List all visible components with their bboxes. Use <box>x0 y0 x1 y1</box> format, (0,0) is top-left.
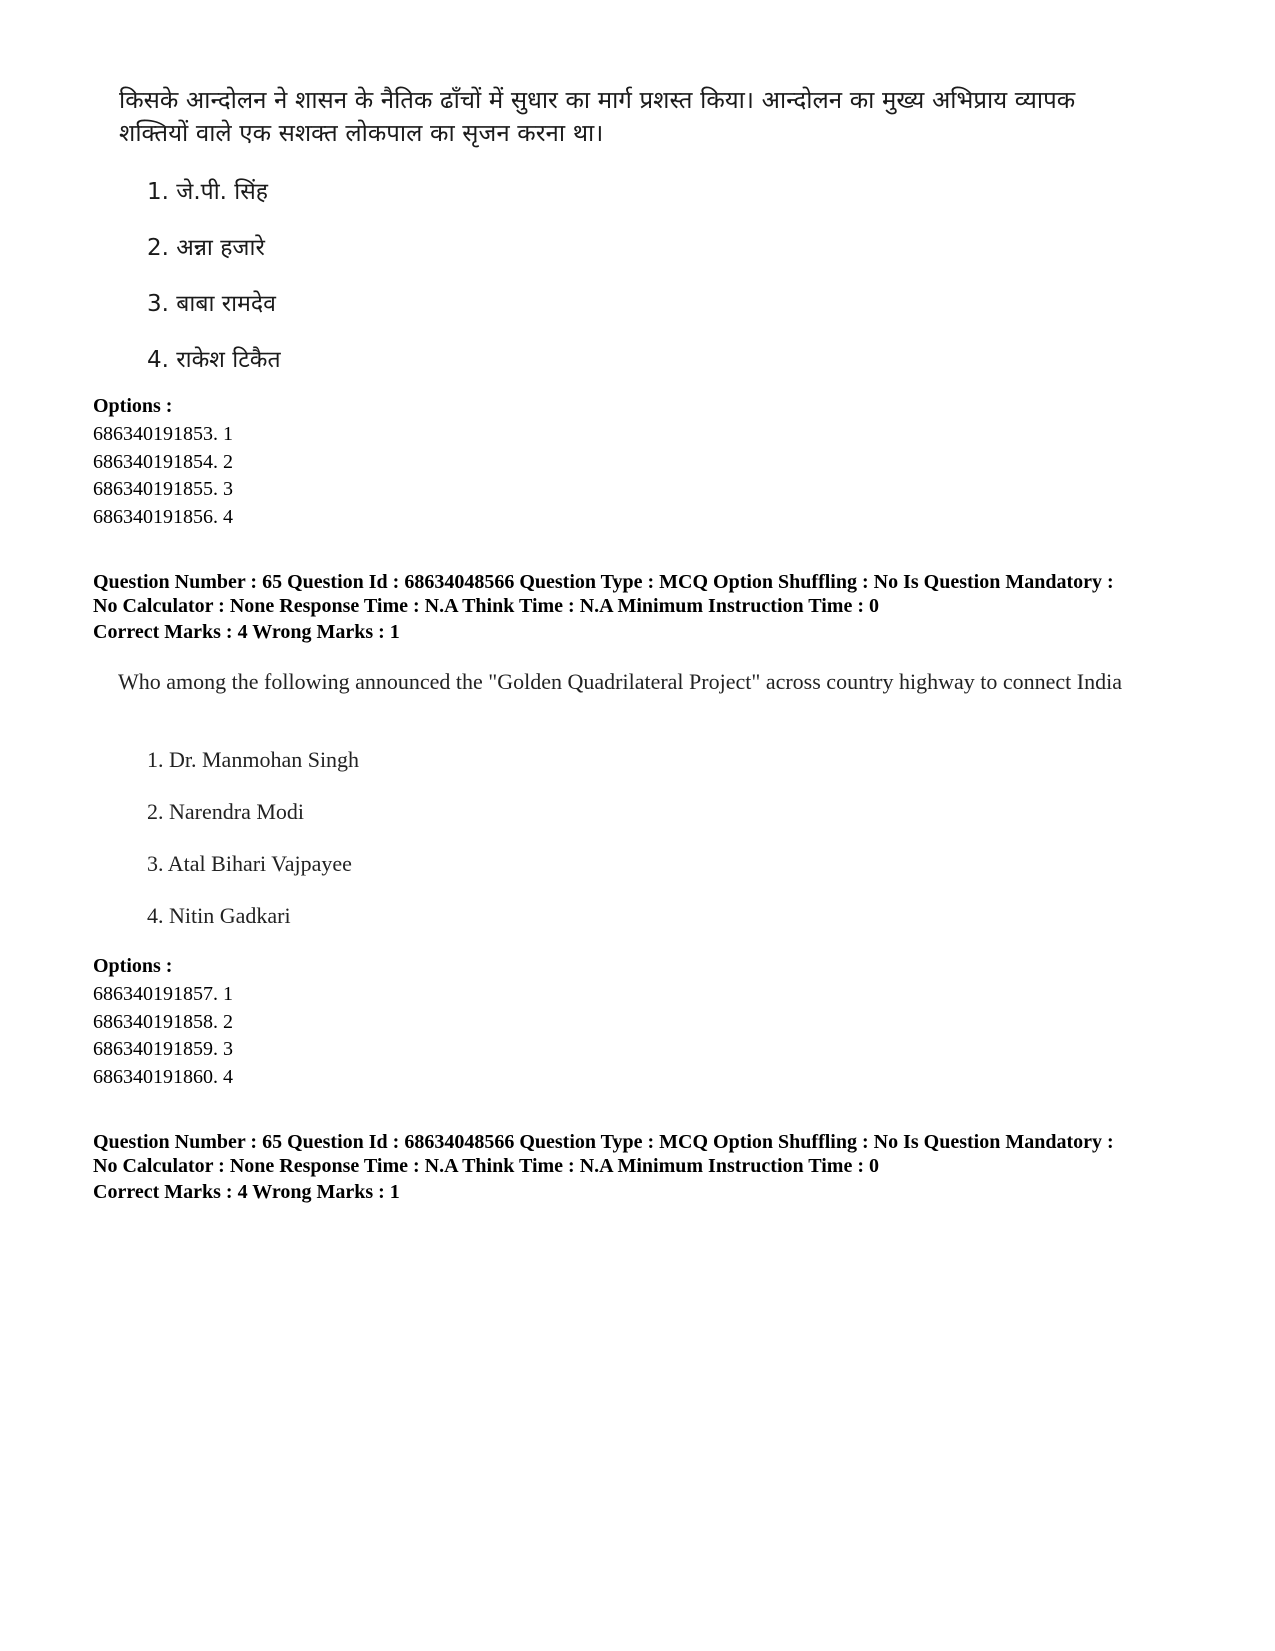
question-2-meta <box>93 570 1213 618</box>
question-1-option-3: 686340191855. 3 <box>93 478 233 500</box>
question-2-choice-2: 2. Narendra Modi <box>147 799 305 824</box>
question-2-option-4: 686340191860. 4 <box>93 1066 233 1088</box>
question-1-choice-2: 2. अन्ना हजारे <box>147 235 265 261</box>
question-2-text: Who among the following announced the "Golden Quadrilateral Project" across country highway to connect India <box>118 669 1122 694</box>
question-1-choice-1: 1. जे.पी. सिंह <box>147 179 268 205</box>
question-1-option-4: 686340191856. 4 <box>93 506 233 528</box>
question-3-meta-line-1: Question Number : 65 Question Id : 68634048566 Question Type : MCQ Option Shuffling : No Is Question Mandatory : <box>93 1131 1114 1153</box>
question-3-meta-line-2: No Calculator : None Response Time : N.A Think Time : N.A Minimum Instruction Time : 0 <box>93 1155 879 1177</box>
question-1-choice-4: 4. राकेश टिकैत <box>147 347 281 373</box>
question-3-marks: Correct Marks : 4 Wrong Marks : 1 <box>93 1181 400 1203</box>
question-3-meta <box>93 1130 1213 1178</box>
question-2-option-1: 686340191857. 1 <box>93 983 233 1005</box>
question-2-options-label: Options : <box>93 955 173 977</box>
question-2-meta-line-1: Question Number : 65 Question Id : 68634048566 Question Type : MCQ Option Shuffling : No Is Question Mandatory : <box>93 571 1114 593</box>
question-1-option-2: 686340191854. 2 <box>93 451 233 473</box>
question-2-marks: Correct Marks : 4 Wrong Marks : 1 <box>93 621 400 643</box>
question-1-options-label: Options : <box>93 395 173 417</box>
question-2-choice-4: 4. Nitin Gadkari <box>147 903 291 928</box>
question-1-option-1: 686340191853. 1 <box>93 423 233 445</box>
question-2-option-2: 686340191858. 2 <box>93 1011 233 1033</box>
question-2-meta-line-2: No Calculator : None Response Time : N.A Think Time : N.A Minimum Instruction Time : 0 <box>93 595 879 617</box>
question-1-text: किसके आन्दोलन ने शासन के नैतिक ढाँचों में सुधार का मार्ग प्रशस्त किया। आन्दोलन का मुख्य अभिप्राय व्यापक शक्तियों वाले एक सशक्त लोकपाल का सृजन करना था। <box>119 86 1076 147</box>
question-2-option-3: 686340191859. 3 <box>93 1038 233 1060</box>
question-2-choice-1: 1. Dr. Manmohan Singh <box>147 747 360 772</box>
question-1-choice-3: 3. बाबा रामदेव <box>147 291 276 317</box>
question-2-choice-3: 3. Atal Bihari Vajpayee <box>147 851 352 876</box>
